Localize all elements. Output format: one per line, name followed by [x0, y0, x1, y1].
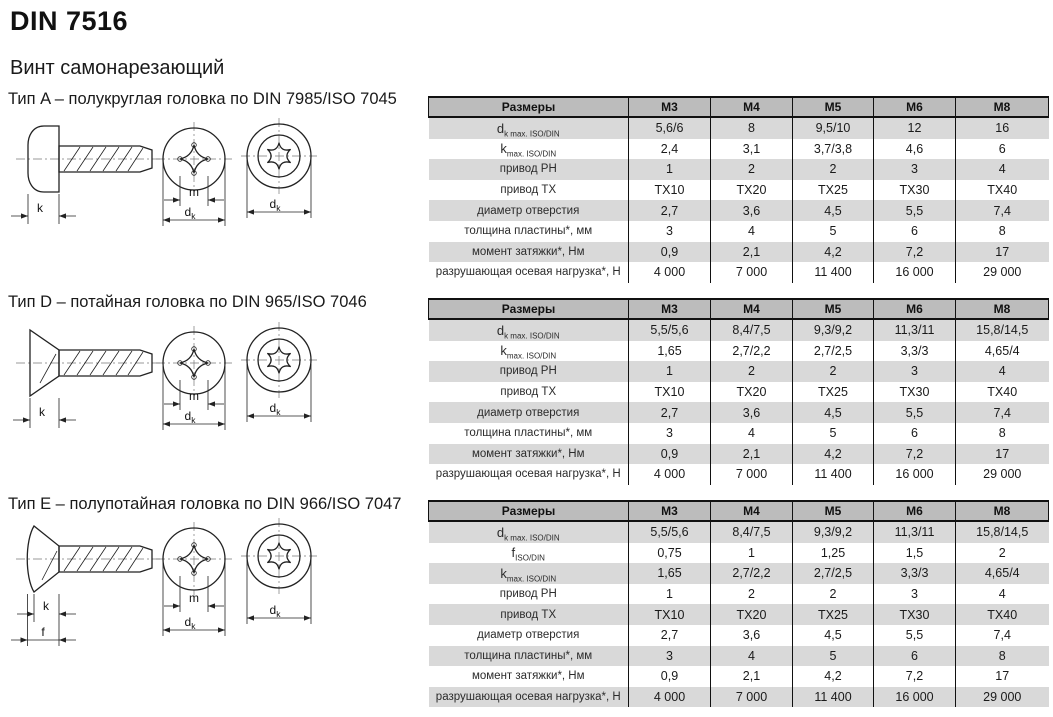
value-cell: 5,5/5,6: [629, 521, 711, 543]
value-cell: 6: [874, 221, 956, 242]
col-header-М5: М5: [793, 97, 874, 117]
table-row: [429, 200, 1049, 221]
value-cell: 3,6: [711, 402, 793, 423]
dim-label-dk: $d_k$: [184, 615, 196, 631]
value-cell: 4: [956, 361, 1049, 382]
value-cell: 16: [956, 117, 1049, 139]
col-header-М8: М8: [956, 299, 1049, 319]
value-cell: 3,6: [711, 625, 793, 646]
table-row: [429, 180, 1049, 201]
row-label: привод TX: [500, 608, 557, 621]
row-label: привод PH: [499, 365, 557, 378]
value-cell: 7 000: [711, 262, 793, 283]
value-cell: 1: [629, 159, 711, 180]
value-cell: 1,65: [629, 563, 711, 584]
table-row: [429, 382, 1049, 403]
value-cell: 15,8/14,5: [956, 319, 1049, 341]
value-cell: TX20: [711, 604, 793, 625]
value-cell: 29 000: [956, 464, 1049, 485]
table-row: [429, 139, 1049, 160]
row-label: $k_{max. ISO/DIN}$: [500, 141, 557, 159]
value-cell: 2: [711, 159, 793, 180]
value-cell: 4,65/4: [956, 341, 1049, 362]
value-cell: 2,7: [629, 200, 711, 221]
dim-label-dk: $d_k$: [184, 409, 196, 425]
type-d-drawing: [4, 318, 334, 446]
row-label: разрушающая осевая нагрузка*, Н: [435, 468, 621, 481]
table-row: [429, 159, 1049, 180]
value-cell: 5: [793, 646, 874, 667]
value-cell: 4 000: [629, 464, 711, 485]
col-header-М3: М3: [629, 97, 711, 117]
row-label: $d_{k max. ISO/DIN}$: [496, 524, 560, 543]
dim-label-m: m: [189, 185, 199, 199]
value-cell: 2,7: [629, 625, 711, 646]
table-row: [429, 221, 1049, 242]
dim-label-k: k: [37, 201, 43, 215]
value-cell: TX10: [629, 180, 711, 201]
value-cell: 1: [629, 584, 711, 605]
value-cell: TX25: [793, 180, 874, 201]
value-cell: 4: [711, 646, 793, 667]
value-cell: TX20: [711, 382, 793, 403]
col-header-М4: М4: [711, 97, 793, 117]
col-header-М3: М3: [629, 299, 711, 319]
value-cell: 4,2: [793, 242, 874, 263]
header-row: [429, 299, 1049, 319]
row-label: разрушающая осевая нагрузка*, Н: [435, 266, 621, 279]
page-subtitle: Винт самонарезающий: [10, 57, 225, 79]
value-cell: 0,9: [629, 242, 711, 263]
col-header-М6: М6: [874, 97, 956, 117]
value-cell: 1: [711, 543, 793, 564]
value-cell: 7,2: [874, 242, 956, 263]
value-cell: TX30: [874, 180, 956, 201]
header-row: [429, 97, 1049, 117]
value-cell: 3: [874, 584, 956, 605]
value-cell: 8: [711, 117, 793, 139]
value-cell: 0,9: [629, 666, 711, 687]
screw-side-view: [13, 330, 160, 428]
value-cell: TX10: [629, 382, 711, 403]
spec-table-type-d: [428, 298, 1049, 485]
value-cell: 2,7/2,5: [793, 563, 874, 584]
value-cell: 1,5: [874, 543, 956, 564]
value-cell: 4: [956, 584, 1049, 605]
col-header-sizes: Размеры: [429, 501, 629, 521]
table-row: [429, 341, 1049, 362]
value-cell: 11 400: [793, 687, 874, 708]
col-header-sizes: Размеры: [429, 97, 629, 117]
dim-label-dk: $d_k$: [269, 401, 281, 417]
value-cell: 3,7/3,8: [793, 139, 874, 160]
row-label: диаметр отверстия: [477, 629, 580, 642]
row-label: разрушающая осевая нагрузка*, Н: [435, 691, 621, 704]
row-label: привод PH: [499, 163, 557, 176]
table-row: [429, 563, 1049, 584]
col-header-М4: М4: [711, 501, 793, 521]
table-row: [429, 521, 1049, 543]
col-header-М6: М6: [874, 299, 956, 319]
value-cell: 29 000: [956, 687, 1049, 708]
col-header-М4: М4: [711, 299, 793, 319]
row-label: $k_{max. ISO/DIN}$: [500, 343, 557, 361]
table-row: [429, 423, 1049, 444]
torx-recess-front-view: [241, 118, 317, 218]
value-cell: 2: [956, 543, 1049, 564]
table-row: [429, 687, 1049, 708]
value-cell: 17: [956, 242, 1049, 263]
value-cell: 4,5: [793, 402, 874, 423]
value-cell: 16 000: [874, 464, 956, 485]
value-cell: 2: [793, 159, 874, 180]
value-cell: 17: [956, 666, 1049, 687]
value-cell: 11 400: [793, 262, 874, 283]
row-label: привод TX: [500, 386, 557, 399]
value-cell: 8: [956, 221, 1049, 242]
value-cell: 8,4/7,5: [711, 521, 793, 543]
torx-recess-front-view: [241, 322, 317, 422]
value-cell: 3: [874, 159, 956, 180]
value-cell: 2,7/2,2: [711, 563, 793, 584]
value-cell: 8: [956, 646, 1049, 667]
value-cell: TX40: [956, 180, 1049, 201]
dim-label-dk: $d_k$: [184, 205, 196, 221]
value-cell: 0,75: [629, 543, 711, 564]
phillips-recess-front-view: [156, 326, 232, 430]
value-cell: 11 400: [793, 464, 874, 485]
value-cell: 4: [711, 423, 793, 444]
value-cell: 3,1: [711, 139, 793, 160]
value-cell: 7 000: [711, 687, 793, 708]
value-cell: 8: [956, 423, 1049, 444]
value-cell: 4,65/4: [956, 563, 1049, 584]
value-cell: 3: [629, 423, 711, 444]
value-cell: 4,2: [793, 666, 874, 687]
value-cell: 5,5: [874, 402, 956, 423]
value-cell: 8,4/7,5: [711, 319, 793, 341]
type-e-drawing: [4, 514, 334, 674]
table-row: [429, 242, 1049, 263]
value-cell: 3: [629, 646, 711, 667]
value-cell: 2: [711, 584, 793, 605]
value-cell: 5,5: [874, 200, 956, 221]
value-cell: 2,1: [711, 666, 793, 687]
value-cell: 1,25: [793, 543, 874, 564]
section-heading-type-e: Тип E – полупотайная головка по DIN 966/ISO 7047: [8, 495, 402, 513]
value-cell: 4 000: [629, 687, 711, 708]
value-cell: 2,7/2,2: [711, 341, 793, 362]
value-cell: 4 000: [629, 262, 711, 283]
value-cell: 2: [793, 361, 874, 382]
value-cell: 4: [711, 221, 793, 242]
value-cell: 0,9: [629, 444, 711, 465]
row-label: момент затяжки*, Нм: [471, 447, 585, 460]
col-header-М8: М8: [956, 501, 1049, 521]
row-label: $d_{k max. ISO/DIN}$: [496, 322, 560, 341]
table-row: [429, 464, 1049, 485]
section-heading-type-a: Тип A – полукруглая головка по DIN 7985/ISO 7045: [8, 90, 397, 108]
table-row: [429, 625, 1049, 646]
col-header-М5: М5: [793, 501, 874, 521]
row-label: привод PH: [499, 588, 557, 601]
row-label: $k_{max. ISO/DIN}$: [500, 565, 557, 584]
value-cell: 4,2: [793, 444, 874, 465]
value-cell: TX40: [956, 604, 1049, 625]
value-cell: TX10: [629, 604, 711, 625]
value-cell: 2: [793, 584, 874, 605]
value-cell: 11,3/11: [874, 521, 956, 543]
value-cell: 5,6/6: [629, 117, 711, 139]
col-header-М6: М6: [874, 501, 956, 521]
value-cell: 3: [874, 361, 956, 382]
row-label: толщина пластины*, мм: [464, 427, 593, 440]
row-label: диаметр отверстия: [477, 204, 580, 217]
value-cell: 7,2: [874, 444, 956, 465]
value-cell: TX25: [793, 604, 874, 625]
value-cell: 7,2: [874, 666, 956, 687]
value-cell: 5,5: [874, 625, 956, 646]
dim-label-k: k: [43, 599, 49, 613]
value-cell: 9,3/9,2: [793, 319, 874, 341]
spec-table-type-e: [428, 500, 1049, 707]
table-row: [429, 604, 1049, 625]
value-cell: 4,6: [874, 139, 956, 160]
value-cell: 7,4: [956, 200, 1049, 221]
table-row: [429, 444, 1049, 465]
value-cell: 7,4: [956, 402, 1049, 423]
header-row: [429, 501, 1049, 521]
value-cell: TX25: [793, 382, 874, 403]
value-cell: 3,6: [711, 200, 793, 221]
value-cell: 12: [874, 117, 956, 139]
value-cell: 4,5: [793, 200, 874, 221]
value-cell: 9,3/9,2: [793, 521, 874, 543]
phillips-recess-front-view: [156, 522, 232, 636]
table-row: [429, 262, 1049, 283]
row-label: $f_{ISO/DIN}$: [511, 545, 545, 563]
value-cell: 17: [956, 444, 1049, 465]
screw-side-view: [11, 126, 160, 224]
dim-label-k: k: [39, 405, 45, 419]
value-cell: TX40: [956, 382, 1049, 403]
value-cell: 15,8/14,5: [956, 521, 1049, 543]
value-cell: 7 000: [711, 464, 793, 485]
value-cell: 2,1: [711, 444, 793, 465]
value-cell: 2,7: [629, 402, 711, 423]
table-row: [429, 584, 1049, 605]
value-cell: 5: [793, 423, 874, 444]
dim-label-m: m: [189, 591, 199, 605]
col-header-М3: М3: [629, 501, 711, 521]
value-cell: 3: [629, 221, 711, 242]
value-cell: TX30: [874, 604, 956, 625]
row-label: момент затяжки*, Нм: [471, 670, 585, 683]
table-row: [429, 646, 1049, 667]
value-cell: 5: [793, 221, 874, 242]
value-cell: 16 000: [874, 687, 956, 708]
row-label: момент затяжки*, Нм: [471, 245, 585, 258]
value-cell: 1: [629, 361, 711, 382]
value-cell: 11,3/11: [874, 319, 956, 341]
row-label: диаметр отверстия: [477, 406, 580, 419]
table-row: [429, 319, 1049, 341]
value-cell: 16 000: [874, 262, 956, 283]
value-cell: 7,4: [956, 625, 1049, 646]
phillips-recess-front-view: [156, 122, 232, 226]
value-cell: 6: [956, 139, 1049, 160]
value-cell: 2: [711, 361, 793, 382]
value-cell: 2,4: [629, 139, 711, 160]
row-label: толщина пластины*, мм: [464, 225, 593, 238]
section-heading-type-d: Тип D – потайная головка по DIN 965/ISO 7046: [8, 293, 367, 311]
page-title: DIN 7516: [10, 6, 129, 36]
value-cell: 5,5/5,6: [629, 319, 711, 341]
torx-recess-front-view: [241, 518, 317, 624]
table-row: [429, 666, 1049, 687]
value-cell: 29 000: [956, 262, 1049, 283]
spec-table-type-a: [428, 96, 1049, 283]
table-row: [429, 402, 1049, 423]
dim-label-dk: $d_k$: [269, 197, 281, 213]
table-row: [429, 361, 1049, 382]
value-cell: 6: [874, 646, 956, 667]
col-header-М8: М8: [956, 97, 1049, 117]
row-label: толщина пластины*, мм: [464, 649, 593, 662]
col-header-sizes: Размеры: [429, 299, 629, 319]
type-a-drawing: [4, 114, 334, 242]
row-label: привод TX: [500, 184, 557, 197]
value-cell: 4,5: [793, 625, 874, 646]
value-cell: 1,65: [629, 341, 711, 362]
dim-label-dk: $d_k$: [269, 603, 281, 619]
value-cell: 6: [874, 423, 956, 444]
value-cell: 4: [956, 159, 1049, 180]
dim-label-f: f: [41, 625, 45, 639]
table-row: [429, 117, 1049, 139]
value-cell: 3,3/3: [874, 341, 956, 362]
value-cell: 2,7/2,5: [793, 341, 874, 362]
value-cell: 2,1: [711, 242, 793, 263]
col-header-М5: М5: [793, 299, 874, 319]
screw-side-view: [11, 526, 160, 646]
value-cell: TX30: [874, 382, 956, 403]
row-label: $d_{k max. ISO/DIN}$: [496, 120, 560, 139]
value-cell: 9,5/10: [793, 117, 874, 139]
value-cell: TX20: [711, 180, 793, 201]
table-row: [429, 543, 1049, 564]
value-cell: 3,3/3: [874, 563, 956, 584]
dim-label-m: m: [189, 389, 199, 403]
